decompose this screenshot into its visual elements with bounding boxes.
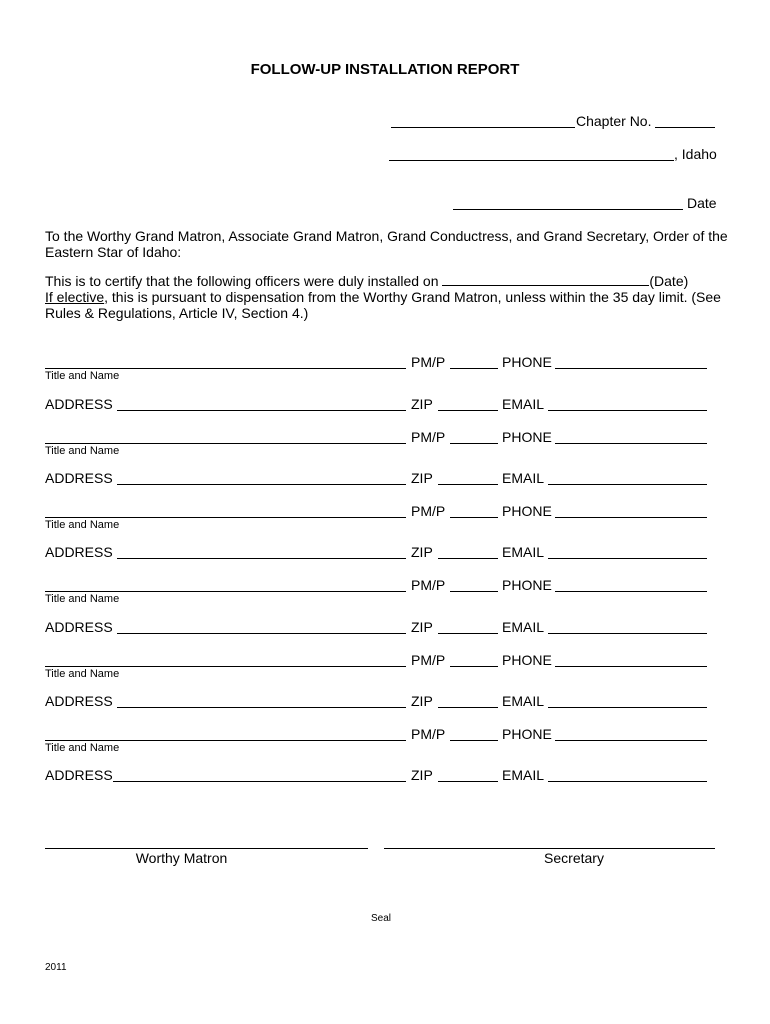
date-label: Date [687,195,717,211]
pmp-label: PM/P [411,429,446,445]
phone-field[interactable] [555,368,707,369]
idaho-label: , Idaho [674,146,717,162]
address-field[interactable] [117,558,406,559]
officer-block [0,726,770,801]
pmp-field[interactable] [450,591,498,592]
phone-label: PHONE [502,354,552,370]
pmp-field[interactable] [450,517,498,518]
secretary-signature-line[interactable] [384,848,715,849]
zip-field[interactable] [438,558,498,559]
email-field[interactable] [548,484,707,485]
officer-block [0,503,770,578]
phone-field[interactable] [555,443,707,444]
city-field[interactable] [389,160,674,161]
date-field[interactable] [453,209,683,210]
salutation: To the Worthy Grand Matron, Associate Grand Matron, Grand Conductress, and Grand Secretary, Order of the Eastern Star of Idaho: [45,228,728,260]
address-field[interactable] [117,410,406,411]
zip-field[interactable] [438,633,498,634]
title-name-field[interactable] [45,368,406,369]
email-field[interactable] [548,410,707,411]
title-name-field[interactable] [45,443,406,444]
email-field[interactable] [548,707,707,708]
email-label: EMAIL [502,544,545,560]
officer-block [0,429,770,504]
chapter-no-label: Chapter No. [576,113,652,129]
zip-label: ZIP [411,619,433,635]
phone-field[interactable] [555,591,707,592]
phone-label: PHONE [502,652,552,668]
pmp-label: PM/P [411,577,446,593]
pmp-field[interactable] [450,740,498,741]
zip-field[interactable] [438,484,498,485]
elective-prefix: If elective [45,289,105,305]
title-and-name-caption: Title and Name [45,370,120,382]
pmp-field[interactable] [450,368,498,369]
zip-label: ZIP [411,470,433,486]
worthy-matron-label: Worthy Matron [135,850,228,866]
phone-label: PHONE [502,429,552,445]
zip-label: ZIP [411,693,433,709]
phone-field[interactable] [555,740,707,741]
title-name-field[interactable] [45,591,406,592]
address-field[interactable] [113,781,406,782]
pmp-label: PM/P [411,354,446,370]
title-and-name-caption: Title and Name [45,593,120,605]
year-footer: 2011 [45,962,67,973]
worthy-matron-signature-line[interactable] [45,848,368,849]
title-name-field[interactable] [45,666,406,667]
title-name-field[interactable] [45,517,406,518]
pmp-field[interactable] [450,443,498,444]
certify-lead: This is to certify that the following officers were duly installed on [45,273,439,289]
secretary-label: Secretary [544,850,604,866]
phone-field[interactable] [555,666,707,667]
officer-block [0,577,770,652]
chapter-name-field[interactable] [391,127,575,128]
address-label: ADDRESS [45,619,113,635]
address-field[interactable] [117,707,406,708]
email-label: EMAIL [502,767,545,783]
zip-field[interactable] [438,410,498,411]
phone-label: PHONE [502,503,552,519]
certify-date-label: (Date) [649,273,689,289]
zip-field[interactable] [438,707,498,708]
title-and-name-caption: Title and Name [45,519,120,531]
email-field[interactable] [548,558,707,559]
officer-block [0,354,770,429]
address-label: ADDRESS [45,396,113,412]
email-label: EMAIL [502,693,545,709]
address-field[interactable] [117,633,406,634]
email-field[interactable] [548,781,707,782]
pmp-label: PM/P [411,652,446,668]
zip-label: ZIP [411,396,433,412]
zip-label: ZIP [411,767,433,783]
email-label: EMAIL [502,470,545,486]
title-and-name-caption: Title and Name [45,445,120,457]
pmp-field[interactable] [450,666,498,667]
installation-date-field[interactable] [442,273,649,286]
title-and-name-caption: Title and Name [45,742,120,754]
seal-label: Seal [370,913,391,924]
zip-field[interactable] [438,781,498,782]
elective-text: , this is pursuant to dispensation from the Worthy Grand Matron, unless within the 35 day limit. (See Rules & Regulations, Article IV, Section 4.) [45,289,721,321]
address-field[interactable] [117,484,406,485]
address-label: ADDRESS [45,767,113,783]
email-label: EMAIL [502,619,545,635]
address-label: ADDRESS [45,470,113,486]
phone-field[interactable] [555,517,707,518]
email-field[interactable] [548,633,707,634]
address-label: ADDRESS [45,693,113,709]
pmp-label: PM/P [411,726,446,742]
phone-label: PHONE [502,726,552,742]
zip-label: ZIP [411,544,433,560]
address-label: ADDRESS [45,544,113,560]
email-label: EMAIL [502,396,545,412]
officer-block [0,652,770,727]
title-and-name-caption: Title and Name [45,668,120,680]
pmp-label: PM/P [411,503,446,519]
page-title: FOLLOW-UP INSTALLATION REPORT [250,61,520,78]
chapter-no-field[interactable] [655,127,715,128]
certify-paragraph [45,273,735,321]
title-name-field[interactable] [45,740,406,741]
phone-label: PHONE [502,577,552,593]
